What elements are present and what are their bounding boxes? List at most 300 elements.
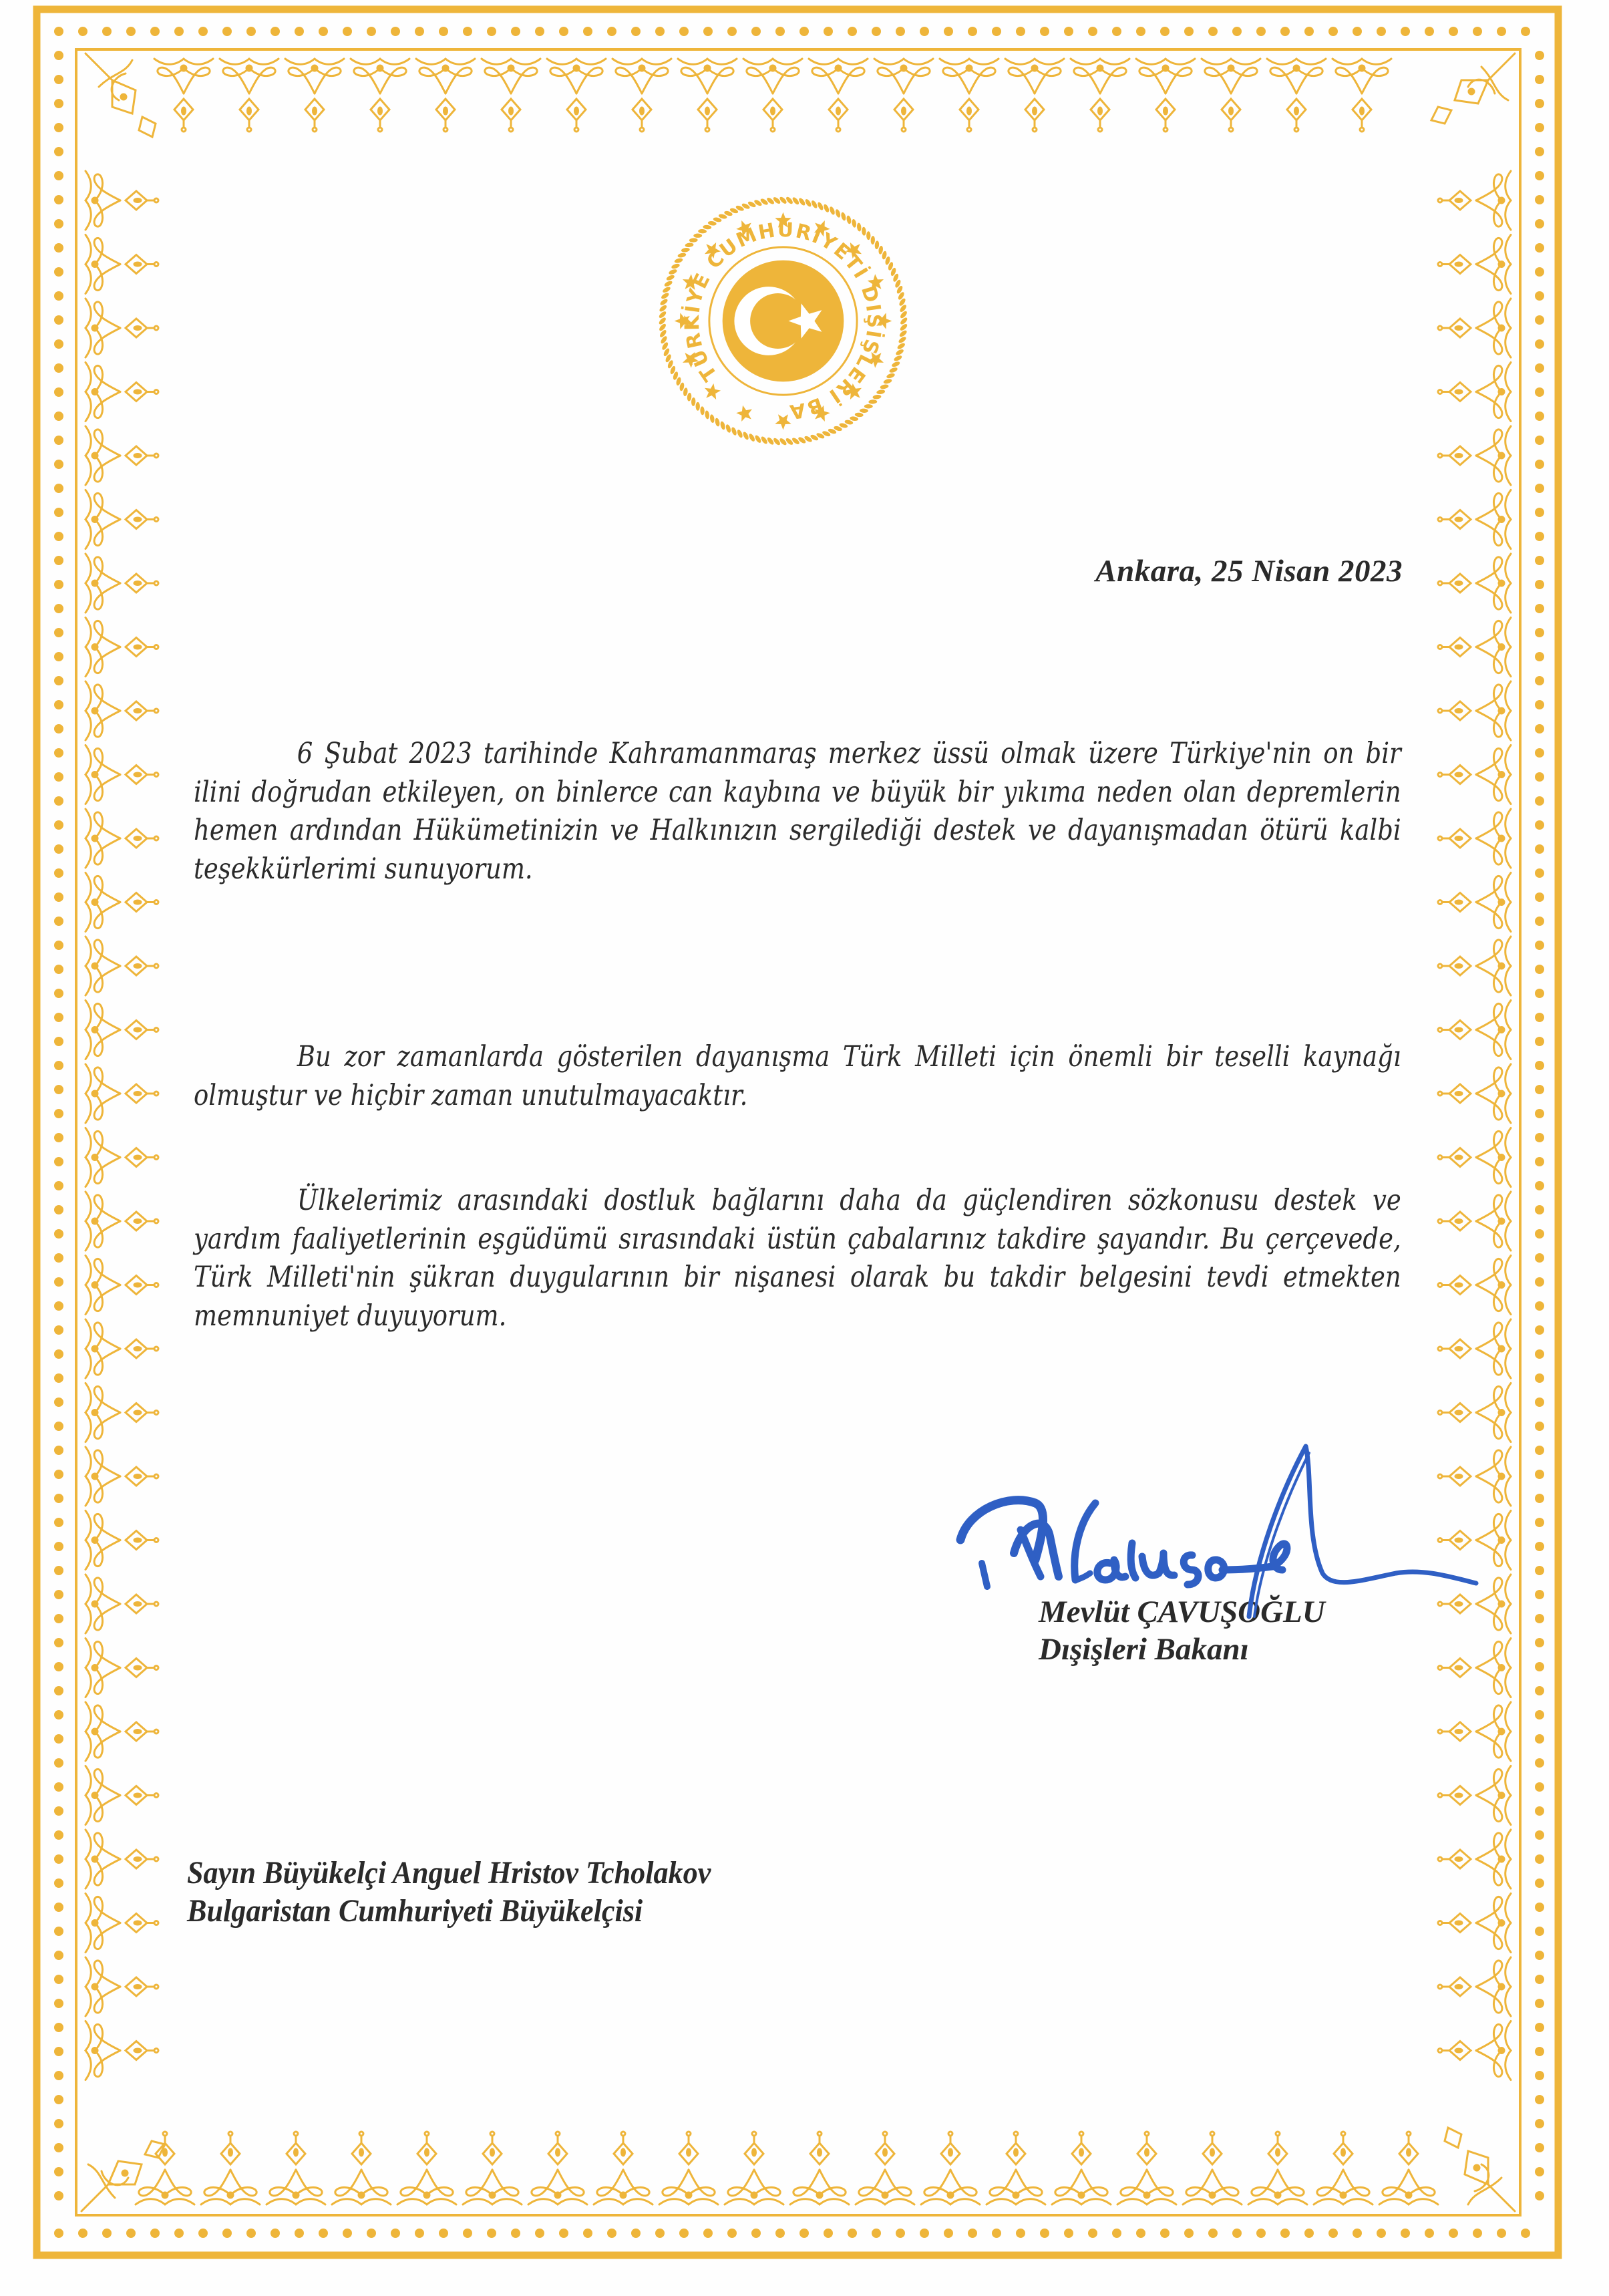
border-dot <box>1535 868 1544 878</box>
border-dot <box>54 387 63 397</box>
border-ornament <box>809 59 868 132</box>
border-dot <box>54 1085 63 1094</box>
border-dot <box>1535 1782 1544 1792</box>
border-dot <box>1535 1157 1544 1166</box>
border-dot <box>1535 1301 1544 1311</box>
border-ornament <box>85 299 158 357</box>
border-dot <box>295 2229 304 2238</box>
border-dot <box>54 700 63 709</box>
rope-strand <box>696 402 700 411</box>
border-dot <box>78 27 87 36</box>
border-ornament <box>85 1639 158 1697</box>
border-dot <box>1535 1542 1544 1551</box>
border-dot <box>1535 1470 1544 1479</box>
border-dot <box>54 1133 63 1142</box>
border-dot <box>1497 27 1506 36</box>
border-dot <box>126 2229 136 2238</box>
border-dot <box>439 27 448 36</box>
border-dot <box>920 2229 929 2238</box>
border-ornament <box>85 1575 158 1633</box>
border-dot <box>1535 2071 1544 2080</box>
border-ornament <box>85 1766 158 1825</box>
border-dot <box>54 1470 63 1479</box>
border-dot <box>1280 27 1290 36</box>
border-dot <box>703 27 713 36</box>
border-dot <box>54 1782 63 1792</box>
border-dot <box>487 2229 496 2238</box>
border-dot <box>271 2229 280 2238</box>
border-dot <box>1016 27 1025 36</box>
rope-strand <box>862 227 866 236</box>
border-dot <box>1535 917 1544 926</box>
corner-flourish <box>81 2141 165 2211</box>
rope-strand <box>663 280 673 287</box>
border-dot <box>1535 1686 1544 1695</box>
border-dot <box>54 917 63 926</box>
border-dot <box>54 219 63 228</box>
border-dot <box>271 27 280 36</box>
border-ornament <box>266 2132 325 2204</box>
border-dot <box>799 27 809 36</box>
rope-strand <box>760 436 769 445</box>
rope-strand <box>766 436 775 446</box>
rope-strand <box>899 323 908 331</box>
border-dot <box>54 748 63 758</box>
date-line: Ankara, 25 Nisan 2023 <box>1095 554 1403 589</box>
border-dot <box>54 123 63 132</box>
rope-strand <box>725 424 731 433</box>
border-dot <box>1535 700 1544 709</box>
border-ornament <box>85 1383 158 1442</box>
border-dot <box>174 27 184 36</box>
rope-strand <box>888 367 898 374</box>
rope-strand <box>860 408 868 413</box>
border-dot <box>1535 99 1544 108</box>
border-dot <box>54 171 63 180</box>
rope-strand <box>683 387 688 397</box>
border-dot <box>54 1878 63 1888</box>
border-dot <box>607 27 616 36</box>
border-ornament <box>1438 873 1511 932</box>
border-ornament <box>1438 490 1511 549</box>
seal-ring-text: TÜRKİYE CUMHURİYETİ DIŞİŞLERİ BA <box>680 218 886 424</box>
border-dot <box>607 2229 616 2238</box>
border-dot <box>1535 1903 1544 1912</box>
border-dot <box>54 339 63 349</box>
border-dot <box>1280 2229 1290 2238</box>
rope-strand <box>687 393 692 401</box>
border-ornament <box>1438 746 1511 804</box>
signer-title: Dışişleri Bakanı <box>1039 1632 1249 1667</box>
border-dot <box>343 2229 352 2238</box>
border-ornament <box>85 490 158 549</box>
border-dot <box>1535 460 1544 469</box>
letter-body-paragraph-1 <box>194 735 1401 888</box>
border-dot <box>54 1542 63 1551</box>
border-ornament <box>1267 59 1326 132</box>
border-dot <box>1040 27 1049 36</box>
border-dot <box>54 1061 63 1070</box>
rope-strand <box>693 234 702 238</box>
border-dot <box>54 1349 63 1359</box>
border-dot <box>1535 652 1544 661</box>
border-ornament <box>659 2132 718 2204</box>
border-dot <box>1535 484 1544 493</box>
border-dot <box>896 27 905 36</box>
border-ornament <box>220 59 279 132</box>
border-dot <box>439 2229 448 2238</box>
rope-strand <box>707 220 717 226</box>
border-ornament <box>85 1702 158 1761</box>
border-dot <box>968 27 977 36</box>
border-ornament <box>136 2132 194 2204</box>
border-dot <box>727 2229 737 2238</box>
border-dot <box>54 1951 63 1960</box>
border-dot <box>54 1013 63 1022</box>
rope-strand <box>666 274 675 281</box>
rope-strand <box>681 247 690 253</box>
border-ornament <box>1438 235 1511 294</box>
border-dot <box>1535 1253 1544 1263</box>
border-dot <box>1535 291 1544 301</box>
border-dot <box>54 556 63 565</box>
border-dot <box>1208 2229 1218 2238</box>
recipient-block <box>187 1854 711 1930</box>
rope-strand <box>895 348 904 356</box>
border-dot <box>631 2229 641 2238</box>
border-dot <box>872 2229 881 2238</box>
rope-strand <box>662 286 671 294</box>
rope-strand <box>846 215 852 224</box>
border-ornament <box>1332 59 1391 132</box>
border-ornament <box>85 426 158 485</box>
border-dot <box>54 2167 63 2176</box>
border-ornament <box>987 2132 1045 2204</box>
border-dot <box>1377 2229 1386 2238</box>
border-dot <box>78 2229 87 2238</box>
border-dot <box>150 27 160 36</box>
border-dot <box>54 1614 63 1623</box>
border-dot <box>391 2229 400 2238</box>
border-dot <box>1160 2229 1170 2238</box>
border-dot <box>174 2229 184 2238</box>
border-dot <box>559 27 568 36</box>
corner-flourish <box>85 53 156 137</box>
border-dot <box>415 27 424 36</box>
border-dot <box>1184 27 1194 36</box>
border-dot <box>1535 1662 1544 1671</box>
border-dot <box>54 460 63 469</box>
border-dot <box>126 27 136 36</box>
border-dot <box>1088 2229 1097 2238</box>
border-ornament <box>1438 1766 1511 1825</box>
border-ornament <box>1202 59 1260 132</box>
border-dot <box>799 2229 809 2238</box>
border-dot <box>944 2229 953 2238</box>
border-dot <box>54 1037 63 1046</box>
border-ornament <box>1379 2132 1438 2204</box>
border-dot <box>54 291 63 301</box>
border-dot <box>1535 171 1544 180</box>
border-dot <box>1535 387 1544 397</box>
border-dot <box>1064 2229 1073 2238</box>
border-ornament <box>85 1830 158 1889</box>
rope-strand <box>703 224 711 230</box>
border-dot <box>1535 628 1544 637</box>
border-ornament <box>1438 1957 1511 2016</box>
rope-strand <box>868 399 877 404</box>
border-dot <box>54 1325 63 1335</box>
border-dot <box>54 628 63 637</box>
border-ornament <box>85 1957 158 2016</box>
border-dot <box>1535 1614 1544 1623</box>
border-dot <box>54 724 63 733</box>
border-dot <box>1473 27 1482 36</box>
border-dot <box>198 27 208 36</box>
border-ornament <box>1438 937 1511 995</box>
border-ornament <box>351 59 409 132</box>
rope-strand <box>698 229 707 234</box>
rope-strand <box>772 437 781 446</box>
border-dot <box>54 1662 63 1671</box>
border-dot <box>54 1566 63 1575</box>
border-ornament <box>85 363 158 422</box>
border-dot <box>54 412 63 421</box>
rope-strand <box>785 196 793 205</box>
star-icon <box>775 414 791 430</box>
border-dot <box>1535 219 1544 228</box>
border-dot <box>1535 1518 1544 1527</box>
border-dot <box>1535 989 1544 998</box>
rope-strand <box>866 231 870 240</box>
border-dot <box>54 99 63 108</box>
border-dot <box>1535 1037 1544 1046</box>
rope-strand <box>700 406 705 415</box>
border-ornament <box>725 2132 783 2204</box>
border-ornament <box>85 937 158 995</box>
rope-strand <box>864 404 873 408</box>
paragraph-text: 6 Şubat 2023 tarihinde Kahramanmaraş merkez üssü olmak üzere Türkiye'nin on bir ilini doğrudan etkileyen, on binlerce can kaybına ve büyük bir yıkıma neden olan depremlerin hemen ardından Hükümetinizin ve Halkınızın sergilediği destek ve dayanışmadan ötürü kalbi teşekkürlerimi sunuyorum. <box>194 737 1401 886</box>
rope-strand <box>754 434 762 444</box>
border-dot <box>1535 2119 1544 2128</box>
border-dot <box>54 965 63 974</box>
border-dot <box>54 1686 63 1695</box>
paragraph-text: Bu zor zamanlarda gösterilen dayanışma Türk Milleti için önemli bir teselli kaynağı olmuştur ve hiçbir zaman unutulmayacaktır. <box>194 1040 1401 1112</box>
border-ornament <box>85 1128 158 1187</box>
border-dot <box>1535 892 1544 902</box>
rope-strand <box>804 198 812 208</box>
border-dot <box>1535 412 1544 421</box>
corner-flourish <box>1445 2128 1515 2211</box>
border-dot <box>54 989 63 998</box>
rope-strand <box>891 361 900 368</box>
border-dot <box>54 1854 63 1864</box>
border-dot <box>920 27 929 36</box>
border-dot <box>1535 965 1544 974</box>
border-dot <box>511 27 520 36</box>
border-dot <box>54 2071 63 2080</box>
rope-strand <box>878 245 884 255</box>
border-dot <box>968 2229 977 2238</box>
border-dot <box>391 27 400 36</box>
rope-strand <box>896 342 906 350</box>
border-dot <box>54 1398 63 1407</box>
border-dot <box>1535 1013 1544 1022</box>
border-ornament <box>85 171 158 230</box>
border-dot <box>1535 2023 1544 2032</box>
border-dot <box>1535 1590 1544 1599</box>
border-ornament <box>85 1319 158 1378</box>
border-dot <box>1535 1277 1544 1287</box>
border-dot <box>1232 2229 1242 2238</box>
border-dot <box>54 1277 63 1287</box>
rope-strand <box>872 394 881 399</box>
rope-strand <box>835 208 842 218</box>
border-dot <box>1449 2229 1458 2238</box>
border-dot <box>54 1373 63 1383</box>
rope-strand <box>883 378 892 384</box>
border-dot <box>54 363 63 373</box>
border-ornament <box>1438 1639 1511 1697</box>
border-dot <box>535 27 544 36</box>
handwritten-signature <box>935 1436 1483 1623</box>
border-ornament <box>1117 2132 1176 2204</box>
border-ornament <box>1438 681 1511 740</box>
border-dot <box>1535 556 1544 565</box>
border-dot <box>1535 75 1544 84</box>
border-ornament <box>1438 1001 1511 1059</box>
border-dot <box>54 1903 63 1912</box>
border-dot <box>54 604 63 613</box>
border-dot <box>1535 195 1544 204</box>
border-dot <box>1535 1133 1544 1142</box>
border-dot <box>1535 796 1544 806</box>
border-dot <box>655 2229 665 2238</box>
border-dot <box>1535 724 1544 733</box>
border-dot <box>487 27 496 36</box>
border-dot <box>1256 2229 1266 2238</box>
border-ornament <box>1438 1319 1511 1378</box>
border-dot <box>54 1157 63 1166</box>
rope-strand <box>898 335 907 344</box>
border-dot <box>54 1927 63 1936</box>
border-dot <box>1535 1710 1544 1719</box>
border-dot <box>1535 1830 1544 1840</box>
border-ornament <box>1052 2132 1111 2204</box>
border-dot <box>1535 267 1544 277</box>
crescent-and-star-icon <box>723 261 844 382</box>
border-ornament <box>154 59 213 132</box>
border-dot <box>1535 147 1544 156</box>
border-ornament <box>463 2132 522 2204</box>
border-dot <box>54 796 63 806</box>
border-dot <box>102 2229 112 2238</box>
rope-strand <box>779 437 788 446</box>
border-dot <box>54 315 63 325</box>
border-dot <box>54 1806 63 1816</box>
border-ornament <box>1438 554 1511 613</box>
border-dot <box>54 2143 63 2152</box>
border-dot <box>1535 532 1544 541</box>
rope-strand <box>705 410 710 419</box>
border-dot <box>1535 1638 1544 1647</box>
border-dot <box>54 2191 63 2200</box>
border-dot <box>54 1253 63 1263</box>
rope-strand <box>677 253 687 259</box>
letter-body-paragraph-3 <box>194 1182 1401 1335</box>
border-ornament <box>743 59 802 132</box>
border-dot <box>246 2229 256 2238</box>
border-dot <box>1535 1446 1544 1455</box>
border-dot <box>1184 2229 1194 2238</box>
border-dot <box>1232 27 1242 36</box>
border-dot <box>54 1301 63 1311</box>
border-dot <box>1304 27 1314 36</box>
border-dot <box>54 243 63 253</box>
rope-strand <box>880 383 889 389</box>
border-dot <box>872 27 881 36</box>
border-dot <box>1535 941 1544 950</box>
border-ornament <box>921 2132 980 2204</box>
rope-strand <box>899 317 908 326</box>
border-ornament <box>1438 809 1511 868</box>
border-dot <box>583 27 592 36</box>
border-ornament <box>1438 1894 1511 1953</box>
border-dot <box>222 2229 232 2238</box>
border-dot <box>848 27 857 36</box>
border-ornament <box>85 1894 158 1953</box>
border-dot <box>319 27 328 36</box>
rope-strand <box>850 416 859 422</box>
border-dot <box>54 892 63 902</box>
rope-strand <box>731 426 738 436</box>
border-dot <box>1535 1061 1544 1070</box>
border-dot <box>1535 436 1544 445</box>
border-dot <box>54 532 63 541</box>
border-dot <box>54 1999 63 2008</box>
border-dot <box>944 27 953 36</box>
ministry-seal <box>651 189 915 453</box>
border-dot <box>1535 2047 1544 2056</box>
border-ornament <box>790 2132 849 2204</box>
border-dot <box>1535 339 1544 349</box>
border-dot <box>222 27 232 36</box>
border-dot <box>1535 1325 1544 1335</box>
border-dot <box>1535 315 1544 325</box>
border-dot <box>824 27 833 36</box>
border-ornament <box>85 554 158 613</box>
border-dot <box>1425 2229 1434 2238</box>
rope-strand <box>674 257 683 263</box>
border-dot <box>824 2229 833 2238</box>
border-dot <box>54 2119 63 2128</box>
border-ornament <box>85 1256 158 1315</box>
border-ornament <box>678 59 737 132</box>
border-dot <box>1535 1181 1544 1190</box>
border-ornament <box>1438 426 1511 485</box>
border-dot <box>1521 2229 1530 2238</box>
border-dot <box>1535 2191 1544 2200</box>
border-ornament <box>85 1511 158 1570</box>
border-dot <box>367 2229 376 2238</box>
border-dot <box>1040 2229 1049 2238</box>
border-dot <box>1535 676 1544 685</box>
border-dot <box>1112 2229 1121 2238</box>
border-dot <box>992 27 1001 36</box>
border-dot <box>463 2229 472 2238</box>
border-dot <box>198 2229 208 2238</box>
rope-strand <box>689 238 698 242</box>
